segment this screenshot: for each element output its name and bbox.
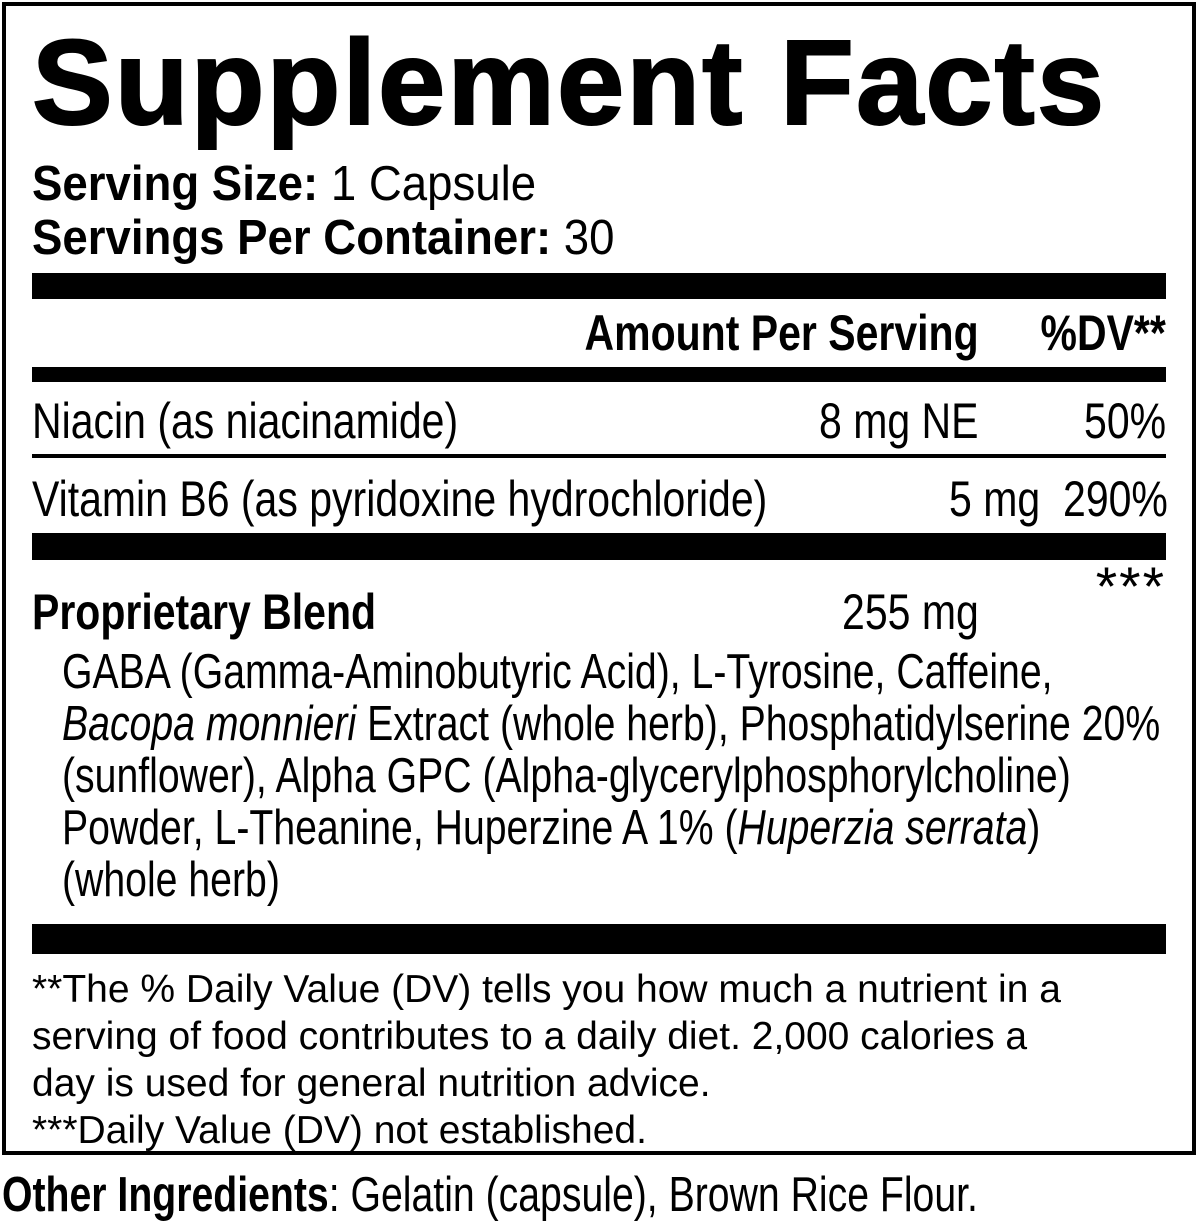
blend-line: (whole herb)	[62, 853, 280, 907]
percent-dv-header: %DV**	[1040, 305, 1166, 361]
servings-per-container-line	[32, 211, 1166, 265]
other-ingredients-value: : Gelatin (capsule), Brown Rice Flour.	[328, 1168, 978, 1222]
blend-dv: ***	[1095, 555, 1166, 617]
supplement-facts-panel	[2, 2, 1196, 1155]
nutrient-name: Niacin (as niacinamide)	[32, 393, 459, 449]
other-ingredients-line	[2, 1168, 1200, 1222]
divider-bar-header	[32, 367, 1166, 382]
nutrient-dv: 290%	[1062, 471, 1168, 527]
divider-bar-blend	[32, 533, 1166, 560]
nutrient-name: Vitamin B6 (as pyridoxine hydrochloride)	[32, 471, 768, 527]
botanical-name: Huperzia serrata	[737, 801, 1028, 855]
table-row	[32, 382, 1166, 454]
serving-size-value: 1 Capsule	[318, 157, 537, 211]
blend-name: Proprietary Blend	[32, 584, 377, 640]
table-row	[32, 458, 1166, 533]
divider-bar-footnote	[32, 924, 1166, 954]
footnote-line: **The % Daily Value (DV) tells you how much a nutrient in a	[32, 968, 1061, 1011]
other-ingredients-label: Other Ingredients	[2, 1168, 329, 1222]
footnotes	[32, 966, 1166, 1154]
blend-ingredient-list	[62, 646, 1166, 906]
footnote-line: day is used for general nutrition advice.	[32, 1062, 711, 1105]
footnote-line: ***Daily Value (DV) not established.	[32, 1109, 647, 1152]
blend-line: Powder, L-Theanine, Huperzine A 1% (Huperzia serrata)	[62, 801, 1041, 855]
amount-per-serving-header: Amount Per Serving	[584, 305, 979, 361]
nutrient-amount: 5 mg	[948, 471, 1040, 527]
nutrient-dv: 50%	[1083, 393, 1166, 449]
serving-size-label: Serving Size:	[32, 157, 319, 211]
table-header-row	[32, 299, 1166, 367]
blend-line: GABA (Gamma-Aminobutyric Acid), L-Tyrosine, Caffeine,	[62, 645, 1053, 699]
footnote-line: serving of food contributes to a daily diet. 2,000 calories a	[32, 1015, 1028, 1058]
nutrient-amount: 8 mg NE	[819, 393, 979, 449]
blend-line: (sunflower), Alpha GPC (Alpha-glycerylphosphorylcholine)	[62, 749, 1071, 803]
blend-amount: 255 mg	[842, 584, 979, 640]
proprietary-blend-row	[32, 555, 1166, 642]
divider-bar-top	[32, 273, 1166, 299]
panel-title: Supplement Facts	[32, 14, 1107, 150]
serving-info	[32, 157, 1166, 265]
servings-per-container-label: Servings Per Container:	[32, 211, 552, 265]
serving-size-line	[32, 157, 1166, 211]
botanical-name: Bacopa monnieri	[62, 697, 357, 751]
servings-per-container-value: 30	[551, 211, 615, 265]
blend-line: Bacopa monnieri Extract (whole herb), Phosphatidylserine 20%	[62, 697, 1161, 751]
